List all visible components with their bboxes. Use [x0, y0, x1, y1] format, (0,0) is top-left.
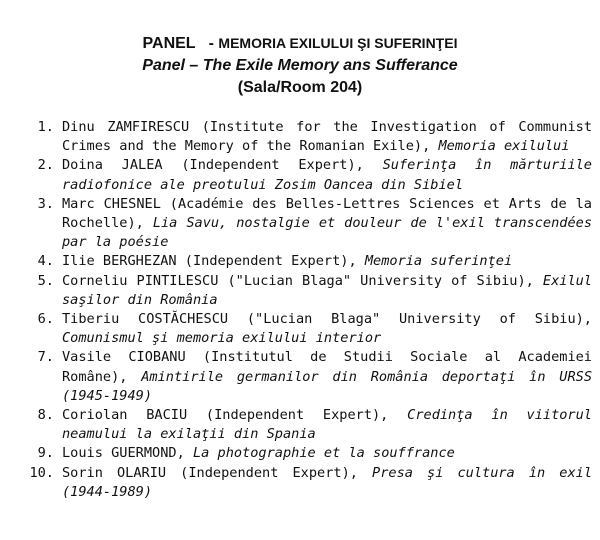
room-label: (Sala/Room 204)	[237, 79, 363, 96]
panel-label: PANEL	[142, 35, 196, 52]
item-number: 2.	[37, 157, 54, 174]
panel-header	[0, 32, 600, 99]
presentation-title: Memoria exilului	[438, 138, 570, 155]
presentation-title: Comunismul şi memoria exilului interior	[62, 330, 382, 347]
presentation-title: Lia Savu, nostalgie et douleur de l'exil transcendées par la poésie	[62, 215, 592, 251]
speaker-list	[26, 118, 592, 502]
presentation-title: Suferinţa în mărturiile radiofonice ale preotului Zosim Oancea din Sibiel	[62, 157, 592, 193]
item-number: 3.	[37, 195, 54, 212]
item-text	[62, 156, 592, 194]
presentation-title: Amintirile germanilor din România deportaţi în URSS (1945-1949)	[62, 368, 592, 404]
list-item	[26, 444, 592, 463]
item-number: 4.	[37, 253, 54, 270]
panel-dash: -	[208, 35, 214, 52]
speaker-affiliation: Corneliu PINTILESCU ("Lucian Blaga" University of Sibiu),	[62, 272, 534, 289]
speaker-affiliation: Doina JALEA (Independent Expert),	[62, 157, 364, 174]
item-number: 5.	[37, 272, 54, 289]
list-item	[26, 252, 592, 271]
presentation-title: Exilul saşilor din România	[62, 272, 592, 308]
presentation-title: Credinţa în viitorul neamului la exilaţii din Spania	[62, 407, 592, 443]
item-text	[62, 310, 592, 348]
speaker-affiliation: Dinu ZAMFIRESCU (Institute for the Investigation of Communist Crimes and the Memory of the Romanian Exile),	[62, 119, 592, 155]
item-text	[62, 406, 592, 444]
item-number: 10.	[29, 464, 54, 481]
list-item	[26, 156, 592, 194]
panel-title-romanian	[0, 32, 600, 55]
list-item	[26, 406, 592, 444]
presentation-title: Memoria suferinţei	[364, 253, 513, 270]
presentation-title: Presa şi cultura în exil (1944-1989)	[62, 464, 592, 500]
item-text	[62, 348, 592, 406]
item-text	[62, 272, 592, 310]
speaker-affiliation: Marc CHESNEL (Académie des Belles-Lettres Sciences et Arts de la Rochelle),	[62, 195, 592, 232]
item-text	[62, 118, 592, 156]
item-text	[62, 464, 592, 502]
item-text	[62, 444, 592, 463]
speaker-affiliation: Sorin OLARIU (Independent Expert),	[62, 464, 358, 481]
title-romanian: MEMORIA EXILULUI ŞI SUFERINŢEI	[218, 35, 458, 51]
speaker-affiliation: Tiberiu COSTĂCHESCU ("Lucian Blaga" University of Sibiu),	[62, 311, 592, 328]
item-number: 8.	[37, 407, 54, 424]
speaker-affiliation: Ilie BERGHEZAN (Independent Expert),	[62, 253, 357, 270]
speaker-affiliation: Vasile CIOBANU (Institutul de Studii Sociale al Academiei Române),	[62, 349, 592, 385]
list-item	[26, 272, 592, 310]
list-item	[26, 464, 592, 502]
list-item	[26, 118, 592, 156]
item-number: 9.	[37, 445, 54, 462]
presentation-title: La photographie et la souffrance	[192, 445, 455, 462]
item-number: 6.	[37, 311, 54, 328]
list-item	[26, 195, 592, 253]
list-item	[26, 348, 592, 406]
item-text	[62, 195, 592, 253]
speaker-affiliation: Coriolan BACIU (Independent Expert),	[62, 407, 389, 424]
item-number: 7.	[37, 349, 54, 366]
panel-title-english: Panel – The Exile Memory ans Sufferance	[142, 57, 458, 74]
item-number: 1.	[37, 119, 54, 135]
speaker-affiliation: Louis GUERMOND,	[62, 445, 185, 462]
list-item	[26, 310, 592, 348]
item-text	[62, 252, 592, 271]
